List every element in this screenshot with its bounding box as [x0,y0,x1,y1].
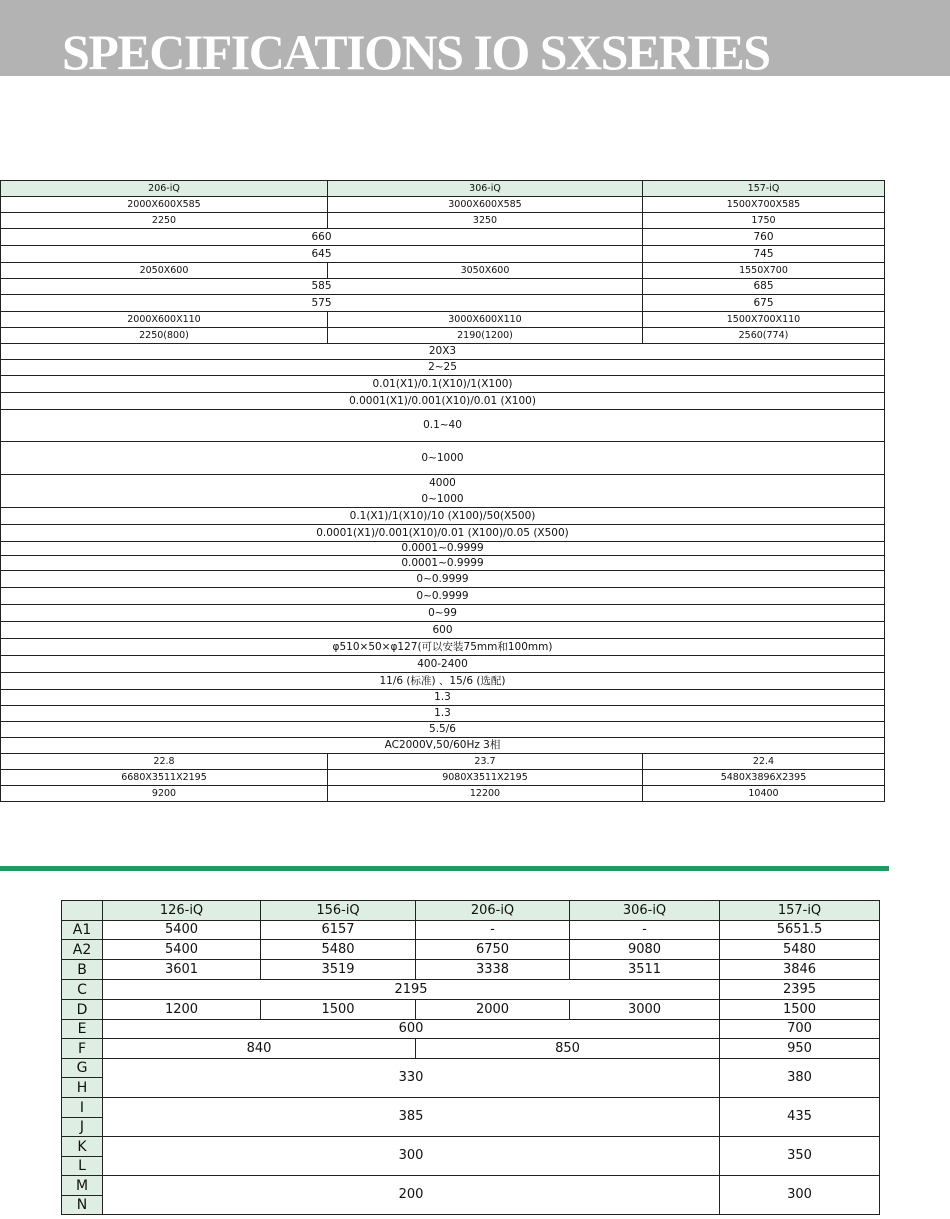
table-cell: 3601 [103,960,261,980]
table-row [1,786,885,802]
table-cell: 2190(1200) [328,328,643,344]
table-row [1,770,885,786]
row-label: B [62,960,103,980]
table-row [1,706,885,722]
header-cell: 157-iQ [643,181,885,197]
page-title: SPECIFICATIONS IO SXSERIES [62,24,770,76]
table-cell: 1750 [643,213,885,229]
dimensions-table [61,900,880,1215]
table-cell: 700 [720,1020,880,1039]
table-cell: 1500X700X110 [643,312,885,328]
table-cell: 3000X600X110 [328,312,643,328]
table-cell: 5400 [103,940,261,960]
table-cell: 1200 [103,1000,261,1020]
header-cell: 206-iQ [416,901,570,921]
table-cell: 1500X700X585 [643,197,885,213]
table-row [62,1098,880,1118]
table-row [1,197,885,213]
row-label: K [62,1137,103,1157]
table-cell: 0.0001(X1)/0.001(X10)/0.01 (X100)/0.05 (X500) [1,525,885,542]
table-row [1,508,885,525]
table-cell: 2250 [1,213,328,229]
table-row [1,295,885,312]
table-cell: 1550X700 [643,263,885,279]
table-cell: 3050X600 [328,263,643,279]
table-cell: 330 [103,1059,720,1098]
table-cell: 5400 [103,921,261,940]
table-cell: 685 [643,279,885,295]
table-cell: 5480 [261,940,416,960]
table-cell: 5651.5 [720,921,880,940]
table-cell: 0.1(X1)/1(X10)/10 (X100)/50(X500) [1,508,885,525]
table-cell: 950 [720,1039,880,1059]
table-cell: 3511 [570,960,720,980]
cell-line: 0~1000 [421,493,464,505]
table-cell: 300 [720,1176,880,1215]
row-label: A1 [62,921,103,940]
table-cell: 745 [643,246,885,263]
table-cell: 22.8 [1,754,328,770]
table-row [1,328,885,344]
table-row [1,229,885,246]
table-row [1,279,885,295]
row-label: E [62,1020,103,1039]
table-cell: 2560(774) [643,328,885,344]
table-cell: 9200 [1,786,328,802]
table-cell: 675 [643,295,885,312]
table-row [62,1020,880,1039]
table-cell: 1500 [720,1000,880,1020]
table-cell [1,475,885,508]
header-cell: 126-iQ [103,901,261,921]
table-cell: 20X3 [1,344,885,360]
table-cell: 2395 [720,980,880,1000]
table-row [1,246,885,263]
table-cell: 1500 [261,1000,416,1020]
table-cell: 385 [103,1098,720,1137]
table-row [1,542,885,556]
table-cell: 660 [1,229,643,246]
specifications-table [0,180,885,802]
table-cell: 3846 [720,960,880,980]
row-label: M [62,1176,103,1196]
table-cell: 1.3 [1,706,885,722]
table-cell: 600 [103,1020,720,1039]
table-row [1,312,885,328]
cell-line: 4000 [429,477,456,489]
table-cell: 6680X3511X2195 [1,770,328,786]
table-cell: 2~25 [1,360,885,376]
table-cell: 11/6 (标准) 、15/6 (选配) [1,673,885,690]
table-cell: 400-2400 [1,656,885,673]
row-label: I [62,1098,103,1118]
table-cell: 2000X600X110 [1,312,328,328]
table-cell: φ510×50×φ127(可以安装75mm和100mm) [1,639,885,656]
header-cell: 306-iQ [328,181,643,197]
row-label: H [62,1078,103,1098]
table-row [1,376,885,393]
table-cell: 6157 [261,921,416,940]
row-label: J [62,1118,103,1137]
table-row [1,475,885,508]
row-label: G [62,1059,103,1078]
table-cell: - [416,921,570,940]
table-row [1,525,885,542]
table-cell: 12200 [328,786,643,802]
table-cell: 5480X3896X2395 [643,770,885,786]
table-cell: 850 [416,1039,720,1059]
table-row [1,656,885,673]
table-row [1,639,885,656]
table-cell: 3000X600X585 [328,197,643,213]
table-cell: 5.5/6 [1,722,885,738]
table-cell: - [570,921,720,940]
table-cell: 0.0001(X1)/0.001(X10)/0.01 (X100) [1,393,885,410]
table-cell: 600 [1,622,885,639]
row-label: A2 [62,940,103,960]
table-cell: 0.01(X1)/0.1(X10)/1(X100) [1,376,885,393]
table-row [1,360,885,376]
table-row [1,213,885,229]
table-row [1,588,885,605]
table-cell: 0.0001~0.9999 [1,556,885,571]
table-row [62,980,880,1000]
section-divider [0,866,889,871]
table-cell: 645 [1,246,643,263]
table-row [1,571,885,588]
table-cell: 3000 [570,1000,720,1020]
table-cell: 2250(800) [1,328,328,344]
table-cell: AC2000V,50/60Hz 3相 [1,738,885,754]
table-cell: 9080 [570,940,720,960]
table-cell: 3338 [416,960,570,980]
row-label: F [62,1039,103,1059]
table-row [1,263,885,279]
table-cell: 575 [1,295,643,312]
table-cell: 5480 [720,940,880,960]
header-banner [0,0,950,76]
row-label: D [62,1000,103,1020]
table-row [62,921,880,940]
table-cell: 2000X600X585 [1,197,328,213]
table-row [1,556,885,571]
row-label: N [62,1196,103,1215]
table-cell: 840 [103,1039,416,1059]
corner-cell [62,901,103,921]
table-row [62,960,880,980]
table-cell: 1.3 [1,690,885,706]
table-row [1,410,885,442]
table-cell: 0~1000 [1,442,885,475]
row-label: C [62,980,103,1000]
table-row [1,738,885,754]
table-cell: 23.7 [328,754,643,770]
table-cell: 0.1~40 [1,410,885,442]
table-cell: 9080X3511X2195 [328,770,643,786]
table-row [62,1059,880,1078]
table-cell: 0~0.9999 [1,588,885,605]
table-row [1,722,885,738]
row-label: L [62,1157,103,1176]
table-row [1,344,885,360]
table-row [62,1137,880,1157]
table-row [62,1000,880,1020]
table-cell: 22.4 [643,754,885,770]
table-row [62,1176,880,1196]
table-cell: 2050X600 [1,263,328,279]
table-cell: 10400 [643,786,885,802]
table-row [1,673,885,690]
table-cell: 6750 [416,940,570,960]
table-cell: 350 [720,1137,880,1176]
table-cell: 2000 [416,1000,570,1020]
table-row [1,605,885,622]
table-row [1,393,885,410]
header-cell: 156-iQ [261,901,416,921]
table-cell: 3250 [328,213,643,229]
table-cell: 2195 [103,980,720,1000]
table-row [1,690,885,706]
table-row [1,754,885,770]
table-cell: 200 [103,1176,720,1215]
table-row [1,622,885,639]
table-cell: 300 [103,1137,720,1176]
header-cell: 157-iQ [720,901,880,921]
table-cell: 585 [1,279,643,295]
table-cell: 380 [720,1059,880,1098]
header-cell: 206-iQ [1,181,328,197]
table-row [62,940,880,960]
table-header-row [62,901,880,921]
table-row [1,442,885,475]
table-cell: 435 [720,1098,880,1137]
table-row [62,1039,880,1059]
table-cell: 0~0.9999 [1,571,885,588]
header-cell: 306-iQ [570,901,720,921]
table-cell: 0~99 [1,605,885,622]
table-cell: 0.0001~0.9999 [1,542,885,556]
table-cell: 3519 [261,960,416,980]
table-cell: 760 [643,229,885,246]
table-header-row [1,181,885,197]
